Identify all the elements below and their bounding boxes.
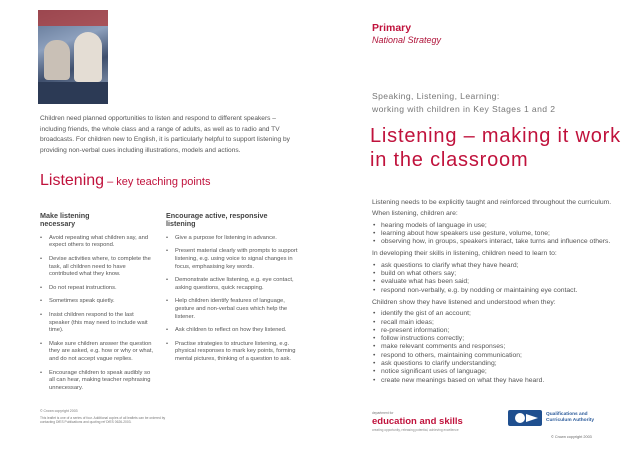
footer-note: This leaflet is one of a series of four. Additional copies of all leaflets can be ordered by contacting DfES Publications and quoting ref DfES 0626-2003. — [40, 416, 166, 425]
list-item: • Encourage children to speak audibly so all can hear, making teacher rephrasing unnecessary. — [40, 370, 155, 393]
list-item: • Demonstrate active listening, e.g. eye contact, asking questions, quick recapping. — [166, 277, 304, 292]
list-item: • learning about how speakers use gesture, volume, tone; — [372, 230, 626, 238]
brand-primary: Primary — [372, 22, 412, 34]
list-item: • Practise strategies to structure listening, e.g. physical responses to mark key points, forming mental pictures, thinking of a question to ask. — [166, 341, 304, 364]
section1-heading: When listening, children are: — [372, 210, 458, 218]
series-subtitle: Speaking, Listening, Learning: working with children in Key Stages 1 and 2 — [372, 91, 556, 114]
list-item: • Insist children respond to the last speaker (this may need to include wait time). — [40, 312, 155, 335]
list-item: • Make sure children answer the question they are asked, e.g. how or why or what, and do not accept vague replies. — [40, 341, 155, 364]
tips-list — [40, 235, 155, 393]
column-heading: Make listening necessary — [40, 211, 90, 229]
list-item: • Present material clearly with prompts to support listening, e.g. using voice to signal changes in focus, emphasising key words. — [166, 248, 304, 271]
right-intro: Listening needs to be explicitly taught and reinforced throughout the curriculum. — [372, 199, 612, 206]
footer-copyright-right: © Crown copyright 2003 — [551, 435, 592, 439]
key-teaching-points-heading — [40, 172, 210, 190]
classroom-photo — [38, 10, 108, 104]
list-item: • hearing models of language in use; — [372, 222, 626, 230]
list-item: • notice significant uses of language; — [372, 368, 626, 376]
list-item: • ask questions to clarify understanding; — [372, 360, 626, 368]
list-item: • Sometimes speak quietly. — [40, 298, 155, 306]
intro-paragraph: Children need planned opportunities to listen and respond to different speakers – including friends, the whole class and a range of adults, as well as to radio and TV broadcasts. For children new to English, it is particularly helpful to support listening by providing non-verbal cues including illustrations, models and actions. — [40, 115, 290, 155]
list-item: • Avoid repeating what children say, and expect others to respond. — [40, 235, 155, 250]
list-item: • follow instructions correctly; — [372, 335, 626, 343]
list-item: • observing how, in groups, speakers interact, take turns and influence others. — [372, 238, 626, 246]
list-item: • recall main ideas; — [372, 319, 626, 327]
page-title: Listening – making it work in the classroom — [370, 125, 621, 171]
section2-heading: In developing their skills in listening, children need to learn to: — [372, 250, 557, 258]
list-item: • Help children identify features of language, gesture and non-verbal cues which help the listener. — [166, 298, 304, 321]
list-item: • Do not repeat instructions. — [40, 285, 155, 293]
list-item: • Give a purpose for listening in advance. — [166, 235, 304, 243]
list-item: • identify the gist of an account; — [372, 310, 626, 318]
list-item: • Ask children to reflect on how they listened. — [166, 327, 304, 335]
qca-logo-icon — [508, 410, 542, 426]
list-item: • Devise activities where, to complete the task, all children need to have contributed what they know. — [40, 256, 155, 279]
active-listening-column — [166, 212, 304, 370]
dfes-logo-main: education and skills — [372, 416, 463, 427]
footer-copyright: © Crown copyright 2003 — [40, 409, 78, 413]
column-heading: Encourage active, responsive listening — [166, 211, 268, 229]
tips-list — [166, 235, 304, 364]
heading-sub: – key teaching points — [104, 176, 211, 188]
qca-name: Qualifications and Curriculum Authority — [546, 412, 595, 423]
list-item: • create new meanings based on what they have heard. — [372, 377, 626, 385]
section3-heading: Children show they have listened and understood when they: — [372, 298, 556, 306]
list-item: • re-present information; — [372, 327, 626, 335]
section2-list — [372, 262, 626, 295]
brand-national-strategy: National Strategy — [372, 35, 442, 45]
list-item: • evaluate what has been said; — [372, 278, 626, 286]
dfes-logo-small: department for — [372, 411, 394, 415]
heading-main: Listening — [40, 172, 105, 189]
list-item: • ask questions to clarify what they have heard; — [372, 262, 626, 270]
right-body — [372, 199, 626, 389]
section1-list — [372, 222, 626, 247]
list-item: • build on what others say; — [372, 270, 626, 278]
list-item: • respond non-verbally, e.g. by nodding or maintaining eye contact. — [372, 287, 626, 295]
section3-list — [372, 310, 626, 385]
make-listening-necessary-column — [40, 212, 155, 398]
list-item: • respond to others, maintaining communication; — [372, 352, 626, 360]
list-item: • make relevant comments and responses; — [372, 343, 626, 351]
dfes-logo-tagline: creating opportunity, releasing potential, achieving excellence — [372, 428, 459, 432]
